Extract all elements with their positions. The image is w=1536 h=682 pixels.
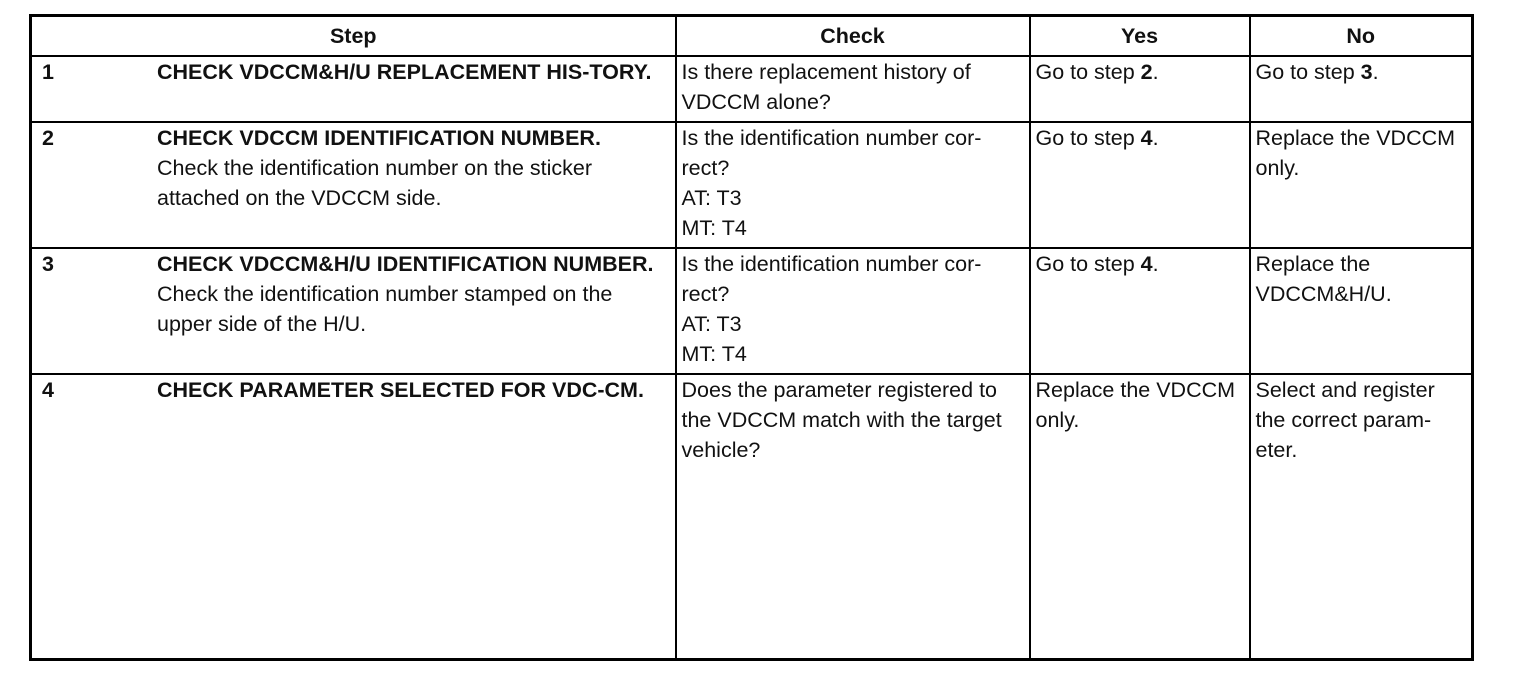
step-title: CHECK VDCCM&H/U IDENTIFICATION NUMBER. <box>157 252 654 276</box>
yes-step-ref: 4 <box>1140 252 1153 276</box>
no-step-ref: 3 <box>1360 60 1373 84</box>
check-text: Is the identification number cor-rect? <box>681 126 982 180</box>
yes-text: Go to step <box>1035 252 1141 276</box>
step-cell <box>31 248 676 374</box>
check-cell <box>676 374 1030 660</box>
yes-step-ref: 4 <box>1140 126 1153 150</box>
no-text: Select and register the correct param-eter. <box>1255 378 1435 462</box>
header-step: Step <box>31 16 676 57</box>
header-no: No <box>1250 16 1473 57</box>
step-number: 3 <box>42 252 54 276</box>
step-number: 4 <box>42 378 54 402</box>
diagnostic-table <box>29 14 1474 661</box>
yes-text: Replace the VDCCM only. <box>1035 378 1236 432</box>
no-text: Go to step <box>1255 60 1361 84</box>
yes-suffix: . <box>1152 60 1159 84</box>
check-text: Is the identification number cor-rect? <box>681 252 982 306</box>
step-detail: Check the identification number stamped on the upper side of the H/U. <box>157 282 613 336</box>
yes-cell <box>1030 374 1250 660</box>
check-text: Is there replacement history of VDCCM alone? <box>681 60 971 114</box>
table-row <box>31 56 1473 122</box>
table-header-row <box>31 16 1473 57</box>
table-row <box>31 248 1473 374</box>
yes-suffix: . <box>1152 126 1159 150</box>
step-number: 1 <box>42 60 54 84</box>
no-suffix: . <box>1372 60 1379 84</box>
yes-text: Go to step <box>1035 126 1141 150</box>
no-cell <box>1250 56 1473 122</box>
step-detail: Check the identification number on the sticker attached on the VDCCM side. <box>157 156 593 210</box>
check-cell <box>676 56 1030 122</box>
step-title: CHECK VDCCM IDENTIFICATION NUMBER. <box>157 126 601 150</box>
step-number: 2 <box>42 126 54 150</box>
check-cell <box>676 248 1030 374</box>
yes-cell <box>1030 56 1250 122</box>
check-spec-mt: MT: T4 <box>681 342 747 366</box>
yes-text: Go to step <box>1035 60 1141 84</box>
step-title: CHECK PARAMETER SELECTED FOR VDC-CM. <box>157 378 644 402</box>
yes-suffix: . <box>1152 252 1159 276</box>
step-title: CHECK VDCCM&H/U REPLACEMENT HIS-TORY. <box>157 60 652 84</box>
table-row <box>31 374 1473 660</box>
yes-cell <box>1030 248 1250 374</box>
step-cell <box>31 56 676 122</box>
no-cell <box>1250 122 1473 248</box>
header-yes: Yes <box>1030 16 1250 57</box>
check-spec-at: AT: T3 <box>681 312 742 336</box>
check-cell <box>676 122 1030 248</box>
step-cell <box>31 122 676 248</box>
table-row <box>31 122 1473 248</box>
header-check: Check <box>676 16 1030 57</box>
yes-cell <box>1030 122 1250 248</box>
no-text: Replace the VDCCM&H/U. <box>1255 252 1392 306</box>
no-cell <box>1250 374 1473 660</box>
check-spec-at: AT: T3 <box>681 186 742 210</box>
check-text: Does the parameter registered to the VDCCM match with the target vehicle? <box>681 378 1002 462</box>
yes-step-ref: 2 <box>1140 60 1153 84</box>
no-text: Replace the VDCCM only. <box>1255 126 1456 180</box>
check-spec-mt: MT: T4 <box>681 216 747 240</box>
no-cell <box>1250 248 1473 374</box>
step-cell <box>31 374 676 660</box>
